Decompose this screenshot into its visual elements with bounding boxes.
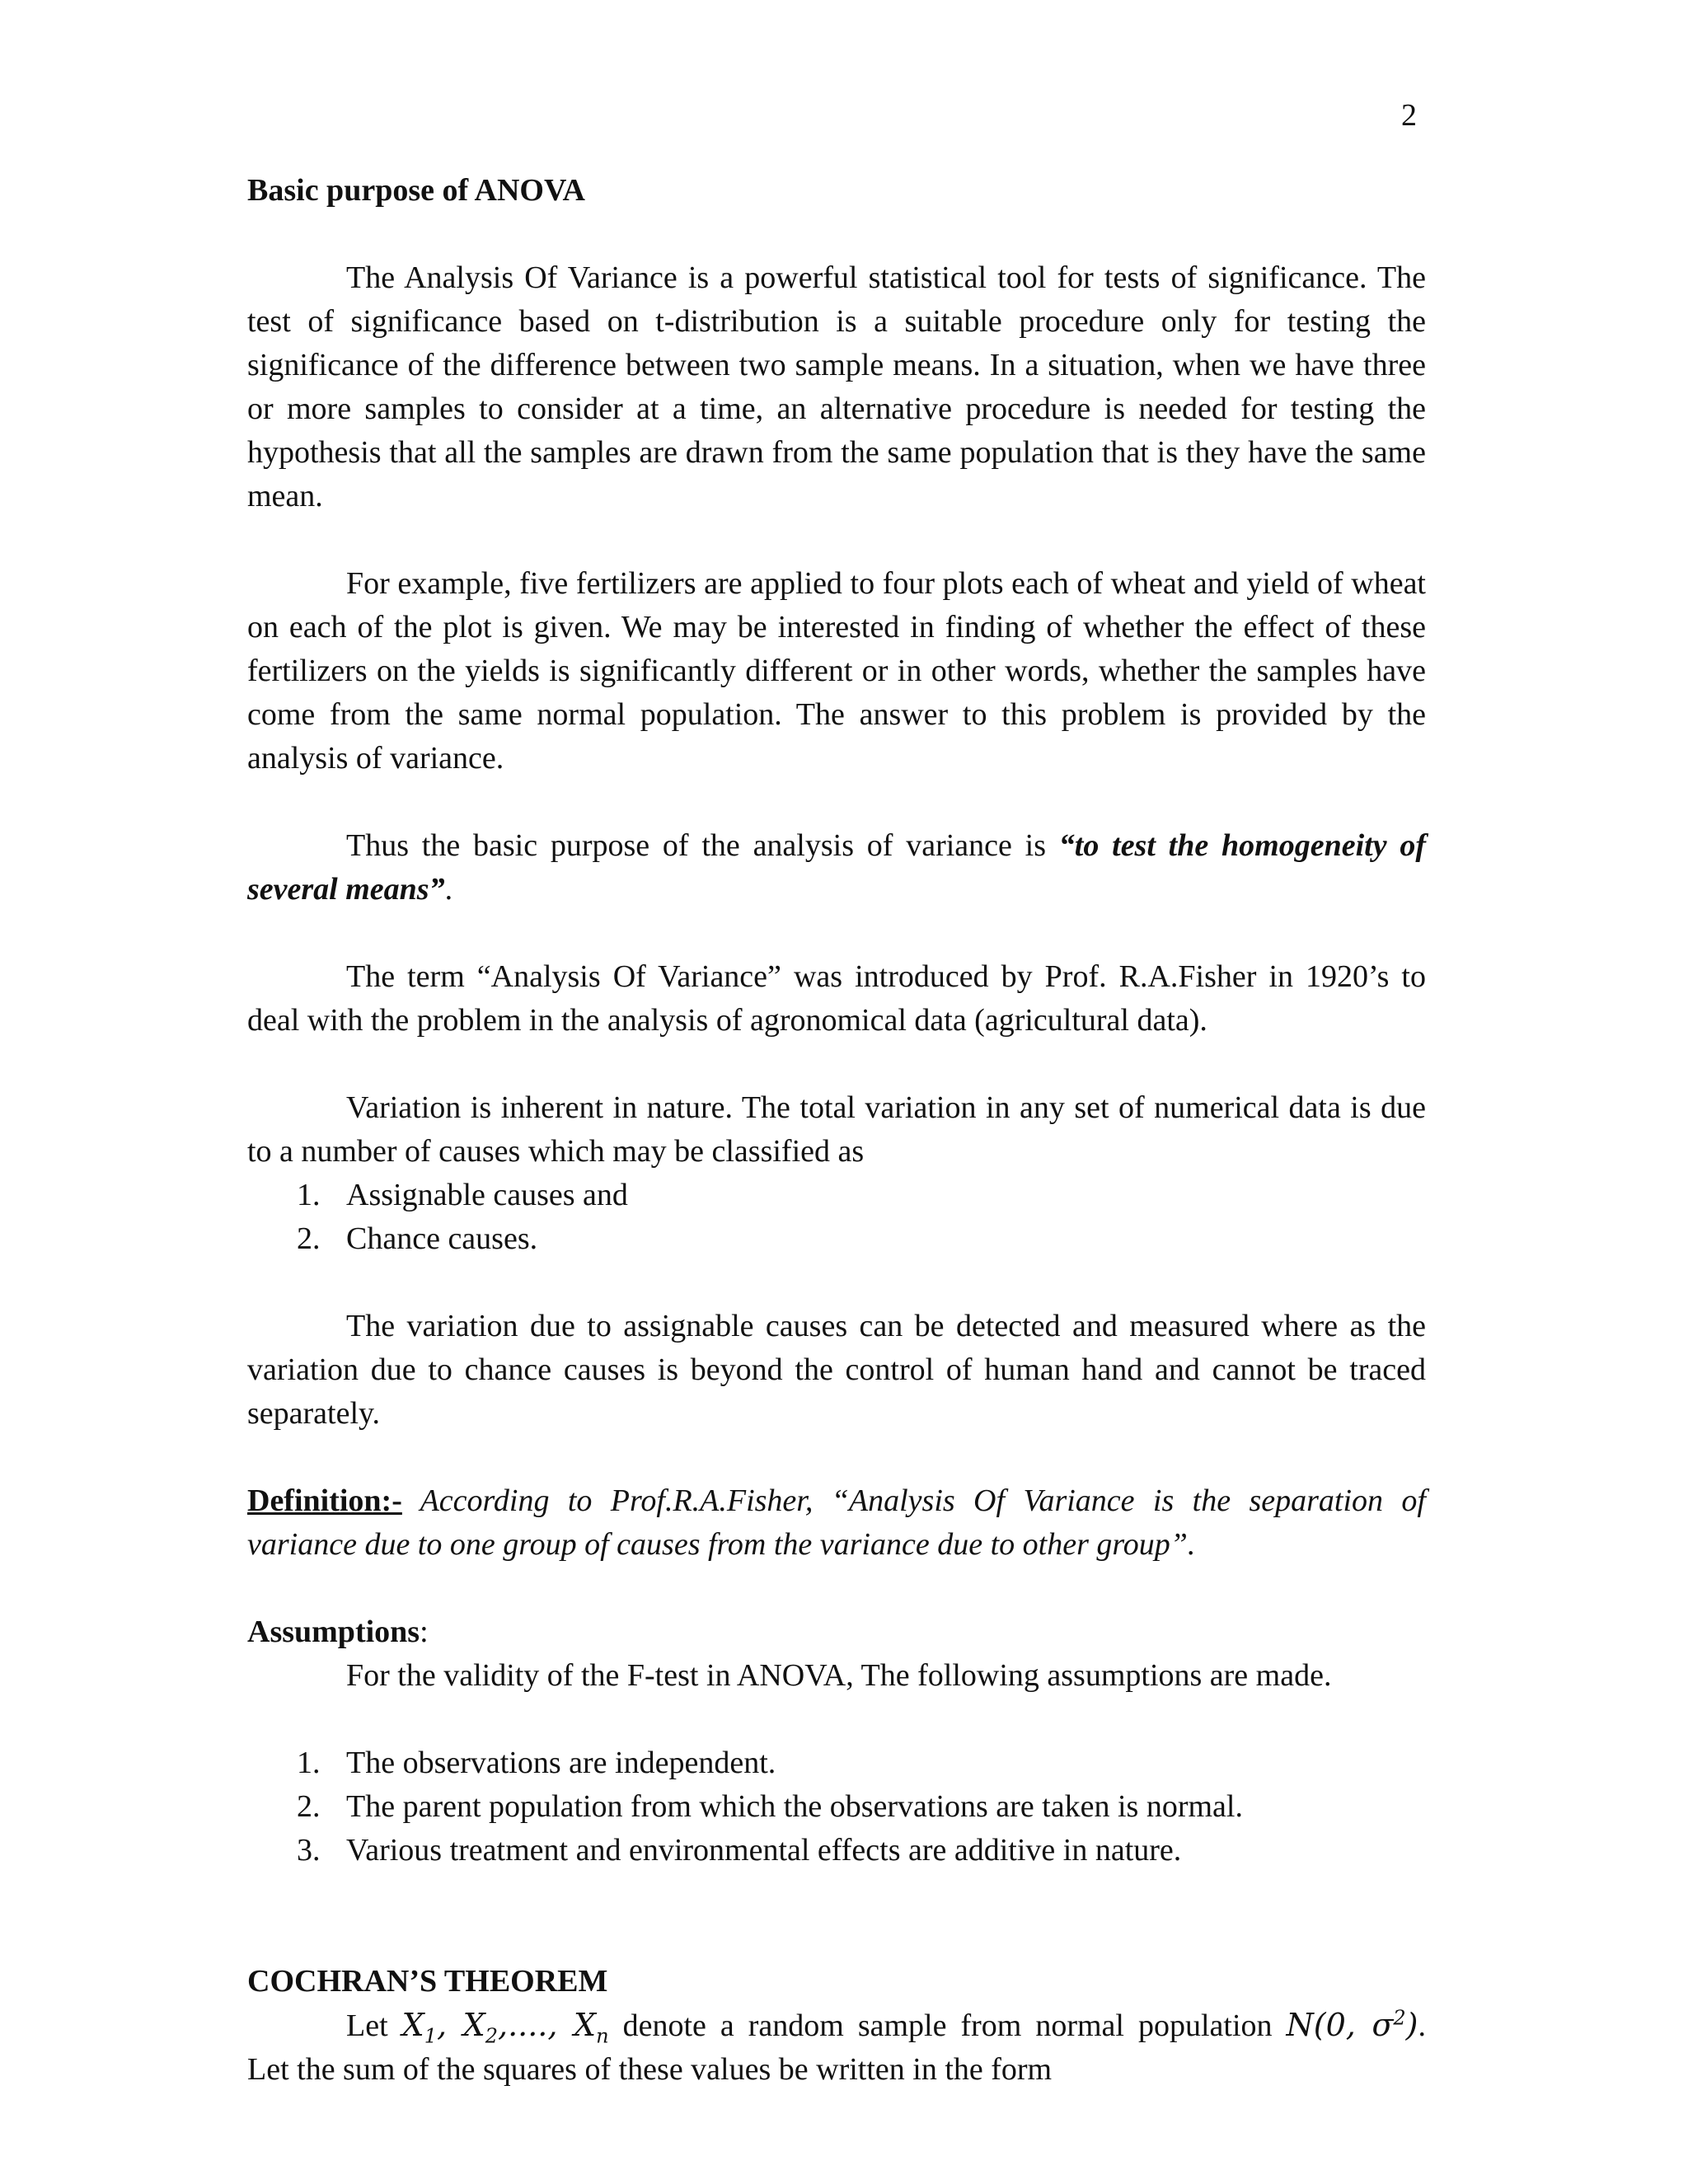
cochran-line-2: Let the sum of the squares of these values be written in the form: [247, 2052, 1053, 2087]
page-number: 2: [1401, 98, 1417, 133]
list-item: 1. The observations are independent.: [297, 1746, 776, 1780]
paragraph-intro: The Analysis Of Variance is a powerful statistical tool for tests of significance. The test of significance based on t-distribution is a suitable procedure only for testing the significance of the difference between two sample means. In a situation, when we have three or more samples to consider at a time, an alternative procedure is needed for testing the hypothesis that all the samples are drawn from the same population that is they have the same mean.: [247, 260, 1426, 513]
list-item: 2. The parent population from which the observations are taken is normal.: [297, 1789, 1243, 1824]
purpose-period: .: [444, 872, 453, 907]
purpose-emphasis: “to test the homogeneity of several means”: [247, 828, 1426, 907]
paragraph-history: The term “Analysis Of Variance” was introduced by Prof. R.A.Fisher in 1920’s to deal with the problem in the analysis of agronomical data (agricultural data).: [247, 959, 1426, 1038]
sample-variables-formula: $X_1$, $X_2$,...., $X_n$: [401, 2007, 609, 2048]
definition-text: According to Prof.R.A.Fisher, “Analysis Of Variance is the separation of variance due to one group of causes from the variance due to other group”.: [247, 1483, 1426, 1562]
paragraph-purpose: [247, 824, 1426, 912]
normal-distribution-formula: N(0, $\sigma^2$): [1286, 2006, 1418, 2043]
definition-paragraph: [247, 1479, 1426, 1567]
section-heading-basic-purpose: Basic purpose of ANOVA: [247, 173, 585, 208]
cochran-line-1: Let $X_1$, $X_2$,...., $X_n$ denote a random sample from normal population N(0, $\sigma^2$).: [346, 2006, 1426, 2048]
causes-list: [247, 1174, 1426, 1261]
list-item: 1. Assignable causes and: [297, 1178, 628, 1212]
definition-label: Definition:-: [247, 1483, 402, 1518]
assumptions-list: [247, 1741, 1426, 1872]
paragraph-assignable: The variation due to assignable causes can be detected and measured where as the variation due to chance causes is beyond the control of human hand and cannot be traced separately.: [247, 1309, 1426, 1431]
paragraph-variation: Variation is inherent in nature. The total variation in any set of numerical data is due to a number of causes which may be classified as: [247, 1090, 1426, 1169]
list-item: 2. Chance causes.: [297, 1221, 538, 1256]
section-heading-cochran: COCHRAN’S THEOREM: [247, 1964, 608, 1999]
assumptions-heading: Assumptions:: [247, 1615, 429, 1649]
purpose-text: Thus the basic purpose of the analysis of variance is: [346, 828, 1059, 863]
page-content: [247, 169, 1426, 2092]
assumptions-intro: For the validity of the F-test in ANOVA, The following assumptions are made.: [346, 1658, 1332, 1693]
list-item: 3. Various treatment and environmental effects are additive in nature.: [297, 1833, 1182, 1868]
paragraph-example: For example, five fertilizers are applied to four plots each of wheat and yield of wheat on each of the plot is given. We may be interested in finding of whether the effect of these fertilizers on the yields is significantly different or in other words, whether the samples have come from the same normal population. The answer to this problem is provided by the analysis of variance.: [247, 566, 1426, 776]
